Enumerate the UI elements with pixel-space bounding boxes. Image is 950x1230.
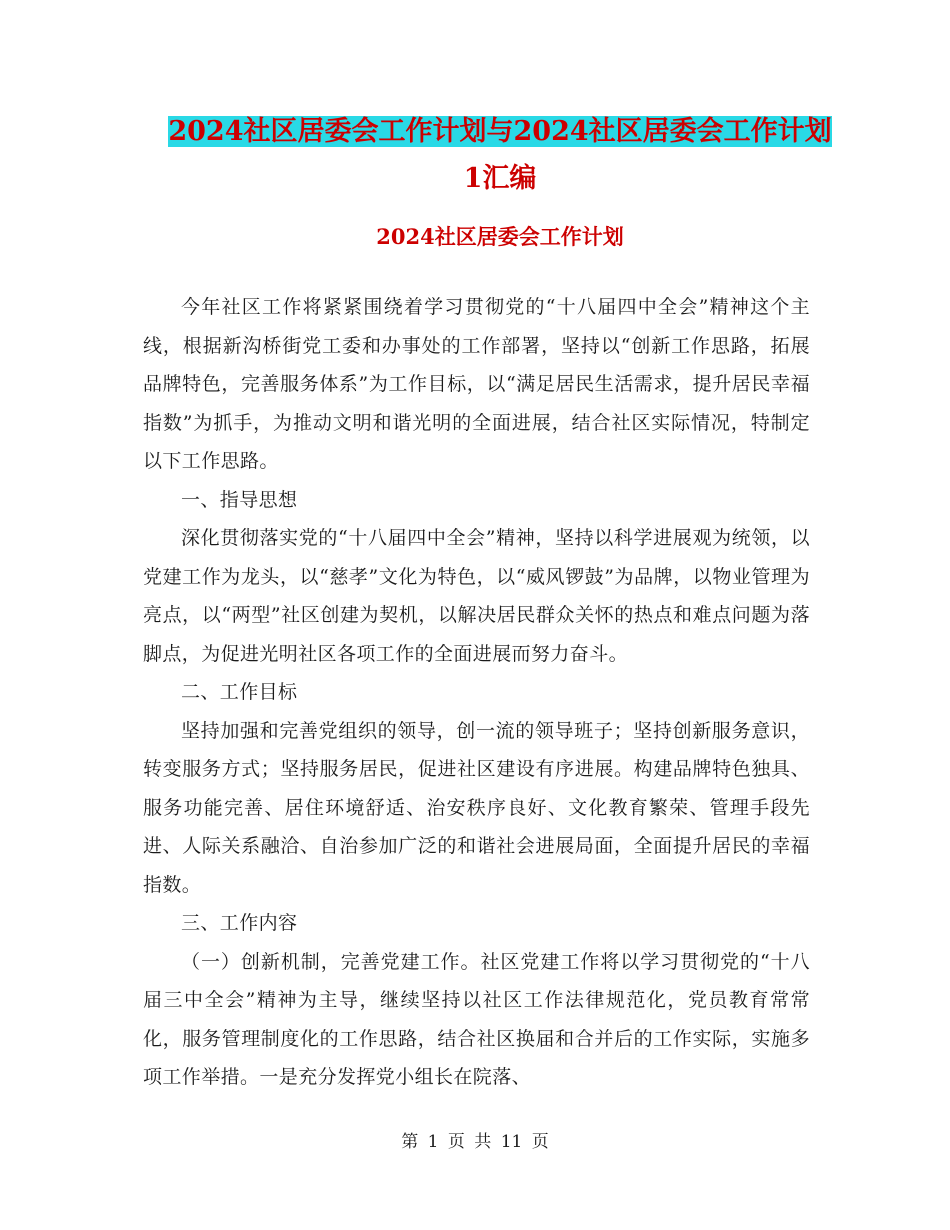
document-body (143, 288, 810, 1097)
heading-guiding-thought: 一、指导思想 (181, 488, 298, 511)
section-title: 2024社区居委会工作计划 (376, 224, 624, 249)
heading-work-content: 三、工作内容 (181, 912, 298, 934)
document-title-line2: 1汇编 (463, 163, 537, 194)
page-number-footer: 第 1 页 共 11 页 (401, 1132, 549, 1152)
paragraph-guiding-thought: 深化贯彻落实党的“十八届四中全会”精神，坚持以科学进展观为统领，以党建工作为龙头，以“慈孝”文化为特色，以“威风锣鼓”为品牌，以物业管理为亮点，以“两型”社区创建为契机，以解决居民群众关怀的热点和难点问题为落脚点，为促进光明社区各项工作的全面进展而努力奋斗。 (143, 527, 810, 665)
heading-work-goals: 二、工作目标 (181, 681, 298, 703)
document-title-line1: 2024社区居委会工作计划与2024社区居委会工作计划 (168, 116, 832, 147)
paragraph-work-content-1: （一）创新机制，完善党建工作。社区党建工作将以学习贯彻党的“十八届三中全会”精神为主导，继续坚持以社区工作法律规范化，党员教育常常化，服务管理制度化的工作思路，结合社区换届和合并后的工作实际，实施多项工作举措。一是充分发挥党小组长在院落、 (143, 950, 810, 1088)
document-title (140, 108, 860, 202)
paragraph-intro: 今年社区工作将紧紧围绕着学习贯彻党的“十八届四中全会”精神这个主线，根据新沟桥街党工委和办事处的工作部署，坚持以“创新工作思路，拓展品牌特色，完善服务体系”为工作目标，以“满足居民生活需求，提升居民幸福指数”为抓手，为推动文明和谐光明的全面进展，结合社区实际情况，特制定以下工作思路。 (143, 296, 810, 472)
paragraph-work-goals: 坚持加强和完善党组织的领导，创一流的领导班子；坚持创新服务意识，转变服务方式；坚持服务居民，促进社区建设有序进展。构建品牌特色独具、服务功能完善、居住环境舒适、治安秩序良好、文化教育繁荣、管理手段先进、人际关系融洽、自治参加广泛的和谐社会进展局面，全面提升居民的幸福指数。 (143, 719, 810, 896)
